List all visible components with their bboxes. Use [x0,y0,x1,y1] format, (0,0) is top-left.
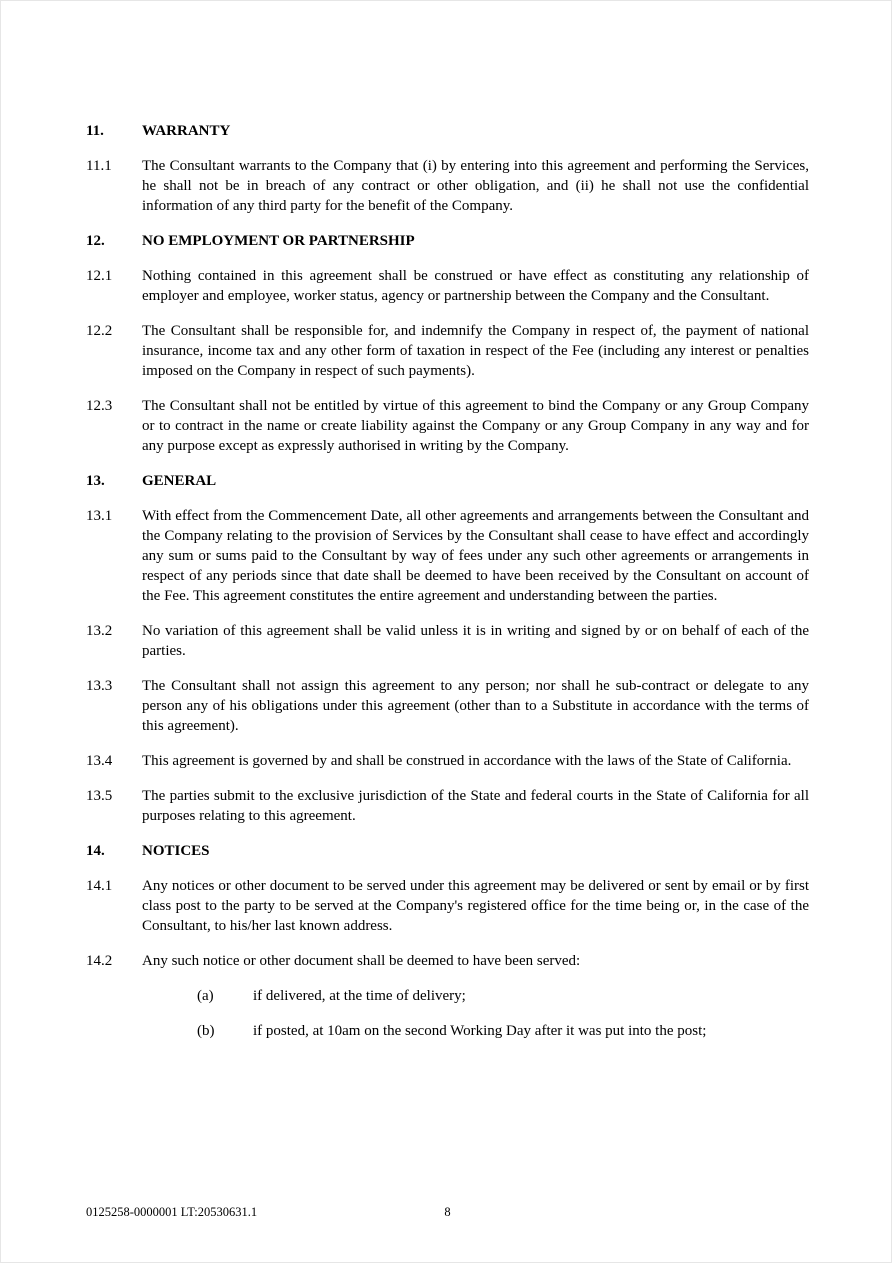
subclause-text: if delivered, at the time of delivery; [253,988,466,1004]
clause-12-3 [86,396,809,456]
section-heading-warranty [86,121,809,141]
clause-text: The Consultant shall be responsible for, and indemnify the Company in respect of, the payment of national insurance, income tax and any other form of taxation in respect of the Fee (including any interest or penalties imposed on the Company in respect of such payments). [142,323,809,379]
clause-13-2 [86,621,809,661]
clause-number: 14.1 [86,878,113,894]
clause-number: 12.1 [86,268,113,284]
section-heading-notices [86,841,809,861]
section-number: 13. [86,473,105,489]
clause-text: This agreement is governed by and shall be construed in accordance with the laws of the State of California. [142,753,792,769]
subclause-text: if posted, at 10am on the second Working Day after it was put into the post; [253,1023,707,1039]
clause-text: Nothing contained in this agreement shall be construed or have effect as constituting any relationship of employer and employee, worker status, agency or partnership between the Company and the Consultant. [142,268,809,304]
clause-number: 11.1 [86,158,112,174]
subclause-label: (a) [197,988,214,1004]
clause-text: The Consultant shall not assign this agreement to any person; nor shall he sub-contract or delegate to any person any of his obligations under this agreement (other than to a Substitute in accordance with the terms of this agreement). [142,678,809,734]
section-heading-general [86,471,809,491]
clause-number: 13.2 [86,623,113,639]
clause-text: Any notices or other document to be served under this agreement may be delivered or sent by email or by first class post to the party to be served at the Company's registered office for the time being or, in the case of the Consultant, to his/her last known address. [142,878,809,934]
clause-12-1 [86,266,809,306]
clause-text: The parties submit to the exclusive jurisdiction of the State and federal courts in the State of California for all purposes relating to this agreement. [142,788,809,824]
clause-text: With effect from the Commencement Date, all other agreements and arrangements between the Consultant and the Company relating to the provision of Services by the Consultant shall cease to have effect and accordingly any sum or sums paid to the Consultant by way of fees under any such other agreements or arrangements in respect of any periods since that date shall be deemed to have been received by the Consultant on account of the Fee. This agreement constitutes the entire agreement and understanding between the parties. [142,508,809,604]
clause-number: 14.2 [86,953,113,969]
section-title: NO EMPLOYMENT OR PARTNERSHIP [142,233,415,249]
clause-text: Any such notice or other document shall be deemed to have been served: [142,953,581,969]
clause-number: 13.3 [86,678,113,694]
clause-13-3 [86,676,809,736]
clause-number: 13.1 [86,508,113,524]
section-heading-no-employment [86,231,809,251]
clause-14-2 [86,951,809,971]
section-number: 12. [86,233,105,249]
section-title: WARRANTY [142,123,231,139]
clause-number: 13.5 [86,788,113,804]
section-title: NOTICES [142,843,210,859]
section-number: 14. [86,843,105,859]
subclause-label: (b) [197,1023,215,1039]
subclause-14-2-a [197,986,809,1006]
clause-text: No variation of this agreement shall be valid unless it is in writing and signed by or on behalf of each of the parties. [142,623,809,659]
clause-13-5 [86,786,809,826]
clause-13-1 [86,506,809,606]
clause-14-1 [86,876,809,936]
document-content [86,121,809,1041]
clause-text: The Consultant shall not be entitled by virtue of this agreement to bind the Company or any Group Company or to contract in the name or create liability against the Company or any Group Company in any way and for any purpose except as expressly authorised in writing by the Company. [142,398,809,454]
section-number: 11. [86,123,104,139]
section-title: GENERAL [142,473,217,489]
document-reference: 0125258-0000001 LT:20530631.1 [86,1205,258,1219]
clause-13-4 [86,751,809,771]
clause-number: 12.2 [86,323,113,339]
page-footer [86,1204,809,1220]
clause-number: 12.3 [86,398,113,414]
clause-11-1 [86,156,809,216]
subclause-14-2-b [197,1021,809,1041]
clause-number: 13.4 [86,753,113,769]
clause-text: The Consultant warrants to the Company that (i) by entering into this agreement and performing the Services, he shall not be in breach of any contract or other obligation, and (ii) he shall not use the confidential information of any third party for the benefit of the Company. [142,158,809,214]
page-number: 8 [444,1205,451,1219]
clause-12-2 [86,321,809,381]
